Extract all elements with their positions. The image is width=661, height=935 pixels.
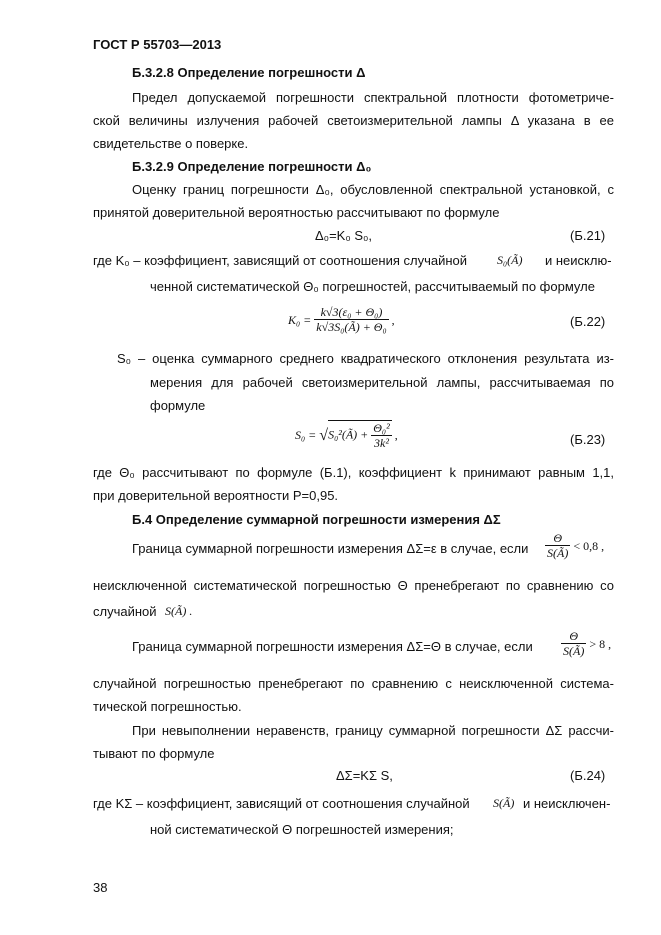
inequality-1 xyxy=(545,531,604,561)
equation-number: (Б.22) xyxy=(570,314,606,329)
inequality-tail: < 0,8 , xyxy=(573,538,605,553)
definition-line: формуле xyxy=(150,398,206,413)
fraction-numerator: Θ₀² xyxy=(373,421,390,435)
paragraph-line: Граница суммарной погрешности измерения ΔΣ=ε в случае, если xyxy=(132,541,529,556)
definition-line: ченной систематической Θ₀ погрешностей, рассчитываемый по формуле xyxy=(150,279,595,294)
paragraph-line: тической погрешностью. xyxy=(93,699,242,714)
sqrt-icon: √ xyxy=(319,426,329,444)
definition-line: S₀ – оценка суммарного среднего квадратического отклонения результата из- xyxy=(117,351,614,366)
definition-line: ной систематической Θ погрешностей измерения; xyxy=(150,822,454,837)
paragraph-line: свидетельстве о поверке. xyxy=(93,136,249,151)
definition-line: где KΣ – коэффициент, зависящий от соотношения случайной xyxy=(93,796,470,811)
equation-lhs: S₀ = xyxy=(295,428,317,443)
paragraph-line: где Θ₀ рассчитывают по формуле (Б.1), коэффициент k принимают равным 1,1, xyxy=(93,465,614,480)
fraction-denominator: k√3S₀(Ã) + Θ₀ xyxy=(316,320,387,335)
paragraph-line: При невыполнении неравенств, границу суммарной погрешности ΔΣ рассчи- xyxy=(132,723,614,738)
section-heading-b3-2-8: Б.3.2.8 Определение погрешности Δ xyxy=(132,65,366,80)
fraction-numerator: Θ xyxy=(569,629,578,643)
paragraph-line: принятой доверительной вероятностью рассчитывают по формуле xyxy=(93,205,500,220)
inequality-tail: > 8 , xyxy=(589,636,612,651)
paragraph-line: случайной погрешностью пренебрегают по сравнению с неисключенной система- xyxy=(93,676,614,691)
equation-number: (Б.21) xyxy=(570,228,606,243)
fraction-numerator: k√3(ε₀ + Θ₀) xyxy=(320,305,383,319)
definition-line: и неисклю- xyxy=(545,253,612,268)
paragraph-line: Оценку границ погрешности Δ₀, обусловленной спектральной установкой, с xyxy=(132,182,614,197)
radicand: S₀²(Ã) + xyxy=(328,427,369,442)
section-heading-b3-2-9: Б.3.2.9 Определение погрешности Δ₀ xyxy=(132,159,372,174)
equation-number: (Б.24) xyxy=(570,768,606,783)
fraction-numerator: Θ xyxy=(553,531,562,545)
document-header: ГОСТ Р 55703—2013 xyxy=(93,37,222,52)
math-inline: S(Ã) xyxy=(493,796,515,810)
math-inline: S(Ã) . xyxy=(165,604,193,618)
equation-comma: , xyxy=(394,428,398,443)
equation-comma: , xyxy=(391,312,395,327)
equation-lhs: K₀ = xyxy=(288,312,312,327)
equation-b22 xyxy=(288,305,395,335)
paragraph-line: при доверительной вероятности P=0,95. xyxy=(93,488,339,503)
equation-b21: Δ₀=K₀ S₀, xyxy=(315,228,373,243)
equation-b23 xyxy=(295,420,398,451)
paragraph-line: Граница суммарной погрешности измерения ΔΣ=Θ в случае, если xyxy=(132,639,533,654)
fraction-denominator: 3k² xyxy=(371,435,391,450)
definition-line: мерения для рабочей светоизмерительной лампы, рассчитываемая по xyxy=(150,375,614,390)
inequality-2 xyxy=(561,629,611,659)
paragraph-line: ской величины излучения рабочей светоизмерительной лампы Δ указана в ее xyxy=(93,113,614,128)
definition-line: где K₀ – коэффициент, зависящий от соотношения случайной xyxy=(93,253,468,268)
fraction-denominator: S(Ã) xyxy=(547,546,569,561)
paragraph-line: Предел допускаемой погрешности спектральной плотности фотометриче- xyxy=(132,90,614,105)
equation-number: (Б.23) xyxy=(570,432,606,447)
paragraph-line: тывают по формуле xyxy=(93,746,215,761)
fraction-denominator: S(Ã) xyxy=(563,644,585,659)
paragraph-line: неисключенной систематической погрешностью Θ пренебрегают по сравнению со xyxy=(93,578,614,593)
math-inline: S₀(Ã) xyxy=(497,253,523,267)
section-heading-b4: Б.4 Определение суммарной погрешности измерения ΔΣ xyxy=(132,512,501,527)
equation-b24: ΔΣ=KΣ S, xyxy=(336,768,393,783)
page-number: 38 xyxy=(93,880,108,895)
paragraph-line: случайной xyxy=(93,604,157,619)
definition-line: и неисключен- xyxy=(523,796,611,811)
